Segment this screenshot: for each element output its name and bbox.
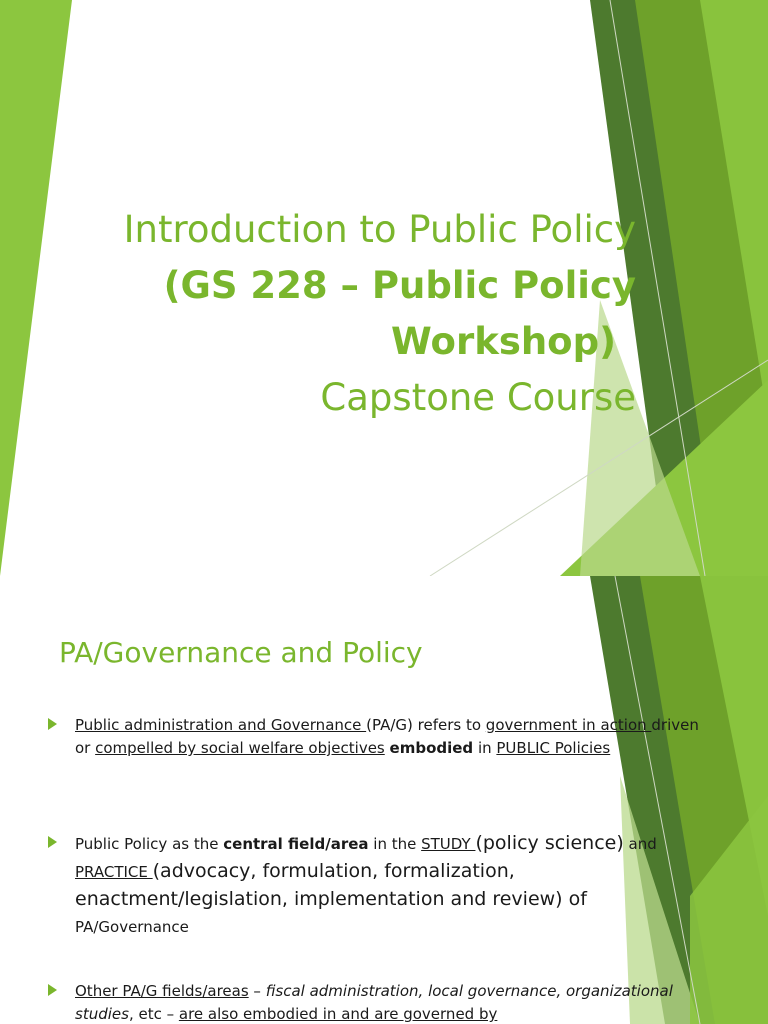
text-central-field: central field/area [223, 835, 369, 853]
text-other-fields: Other PA/G fields/areas [75, 982, 249, 1000]
bullet-paragraph-1 [75, 714, 705, 760]
triangle-bullet-icon [48, 984, 57, 996]
text-dash: – [248, 982, 266, 1000]
triangle-bullet-icon [48, 718, 57, 730]
text-etc: , etc – [128, 1005, 179, 1023]
text-pag-refers: (PA/G) refers to [366, 716, 486, 734]
text-public-administration: Public administration and Governance [75, 716, 367, 734]
text-public-policies: PUBLIC Policies [496, 739, 611, 757]
text-government-in-action: government in action [485, 716, 652, 734]
text-driven-or: driven or [75, 716, 699, 757]
content-slide [0, 576, 768, 1024]
text-in-the: in the [368, 835, 422, 853]
title-line-3: Workshop) [391, 320, 616, 363]
text-and: and [623, 835, 657, 853]
bullet-paragraph-3 [75, 980, 705, 1024]
text-study: STUDY [421, 835, 476, 853]
text-policy-science: (policy science) [475, 832, 624, 854]
title-line-2: (GS 228 – Public Policy [163, 264, 636, 307]
text-also-embodied: are also embodied in and are governed by [178, 1005, 498, 1023]
title-line-1: Introduction to Public Policy [123, 208, 636, 251]
text-embodied: embodied [389, 739, 474, 757]
slide-title: PA/Governance and Policy [59, 636, 423, 669]
text-practice: PRACTICE [75, 863, 153, 881]
text-fiscal-admin: fiscal administration, local governance, organizational studies [75, 982, 673, 1023]
title-line-4: Capstone Course [320, 376, 636, 419]
text-in: in [473, 739, 497, 757]
triangle-bullet-icon [48, 836, 57, 848]
text-public-policy-as: Public Policy as the [75, 835, 224, 853]
text-compelled: compelled by social welfare objectives [95, 739, 385, 757]
left-green-triangle [0, 0, 72, 576]
text-pa-governance: PA/Governance [75, 918, 189, 936]
bullet-paragraph-2 [75, 830, 705, 941]
text-practice-details: (advocacy, formulation, formalization, enactment/legislation, implementation and review) of [75, 860, 587, 910]
